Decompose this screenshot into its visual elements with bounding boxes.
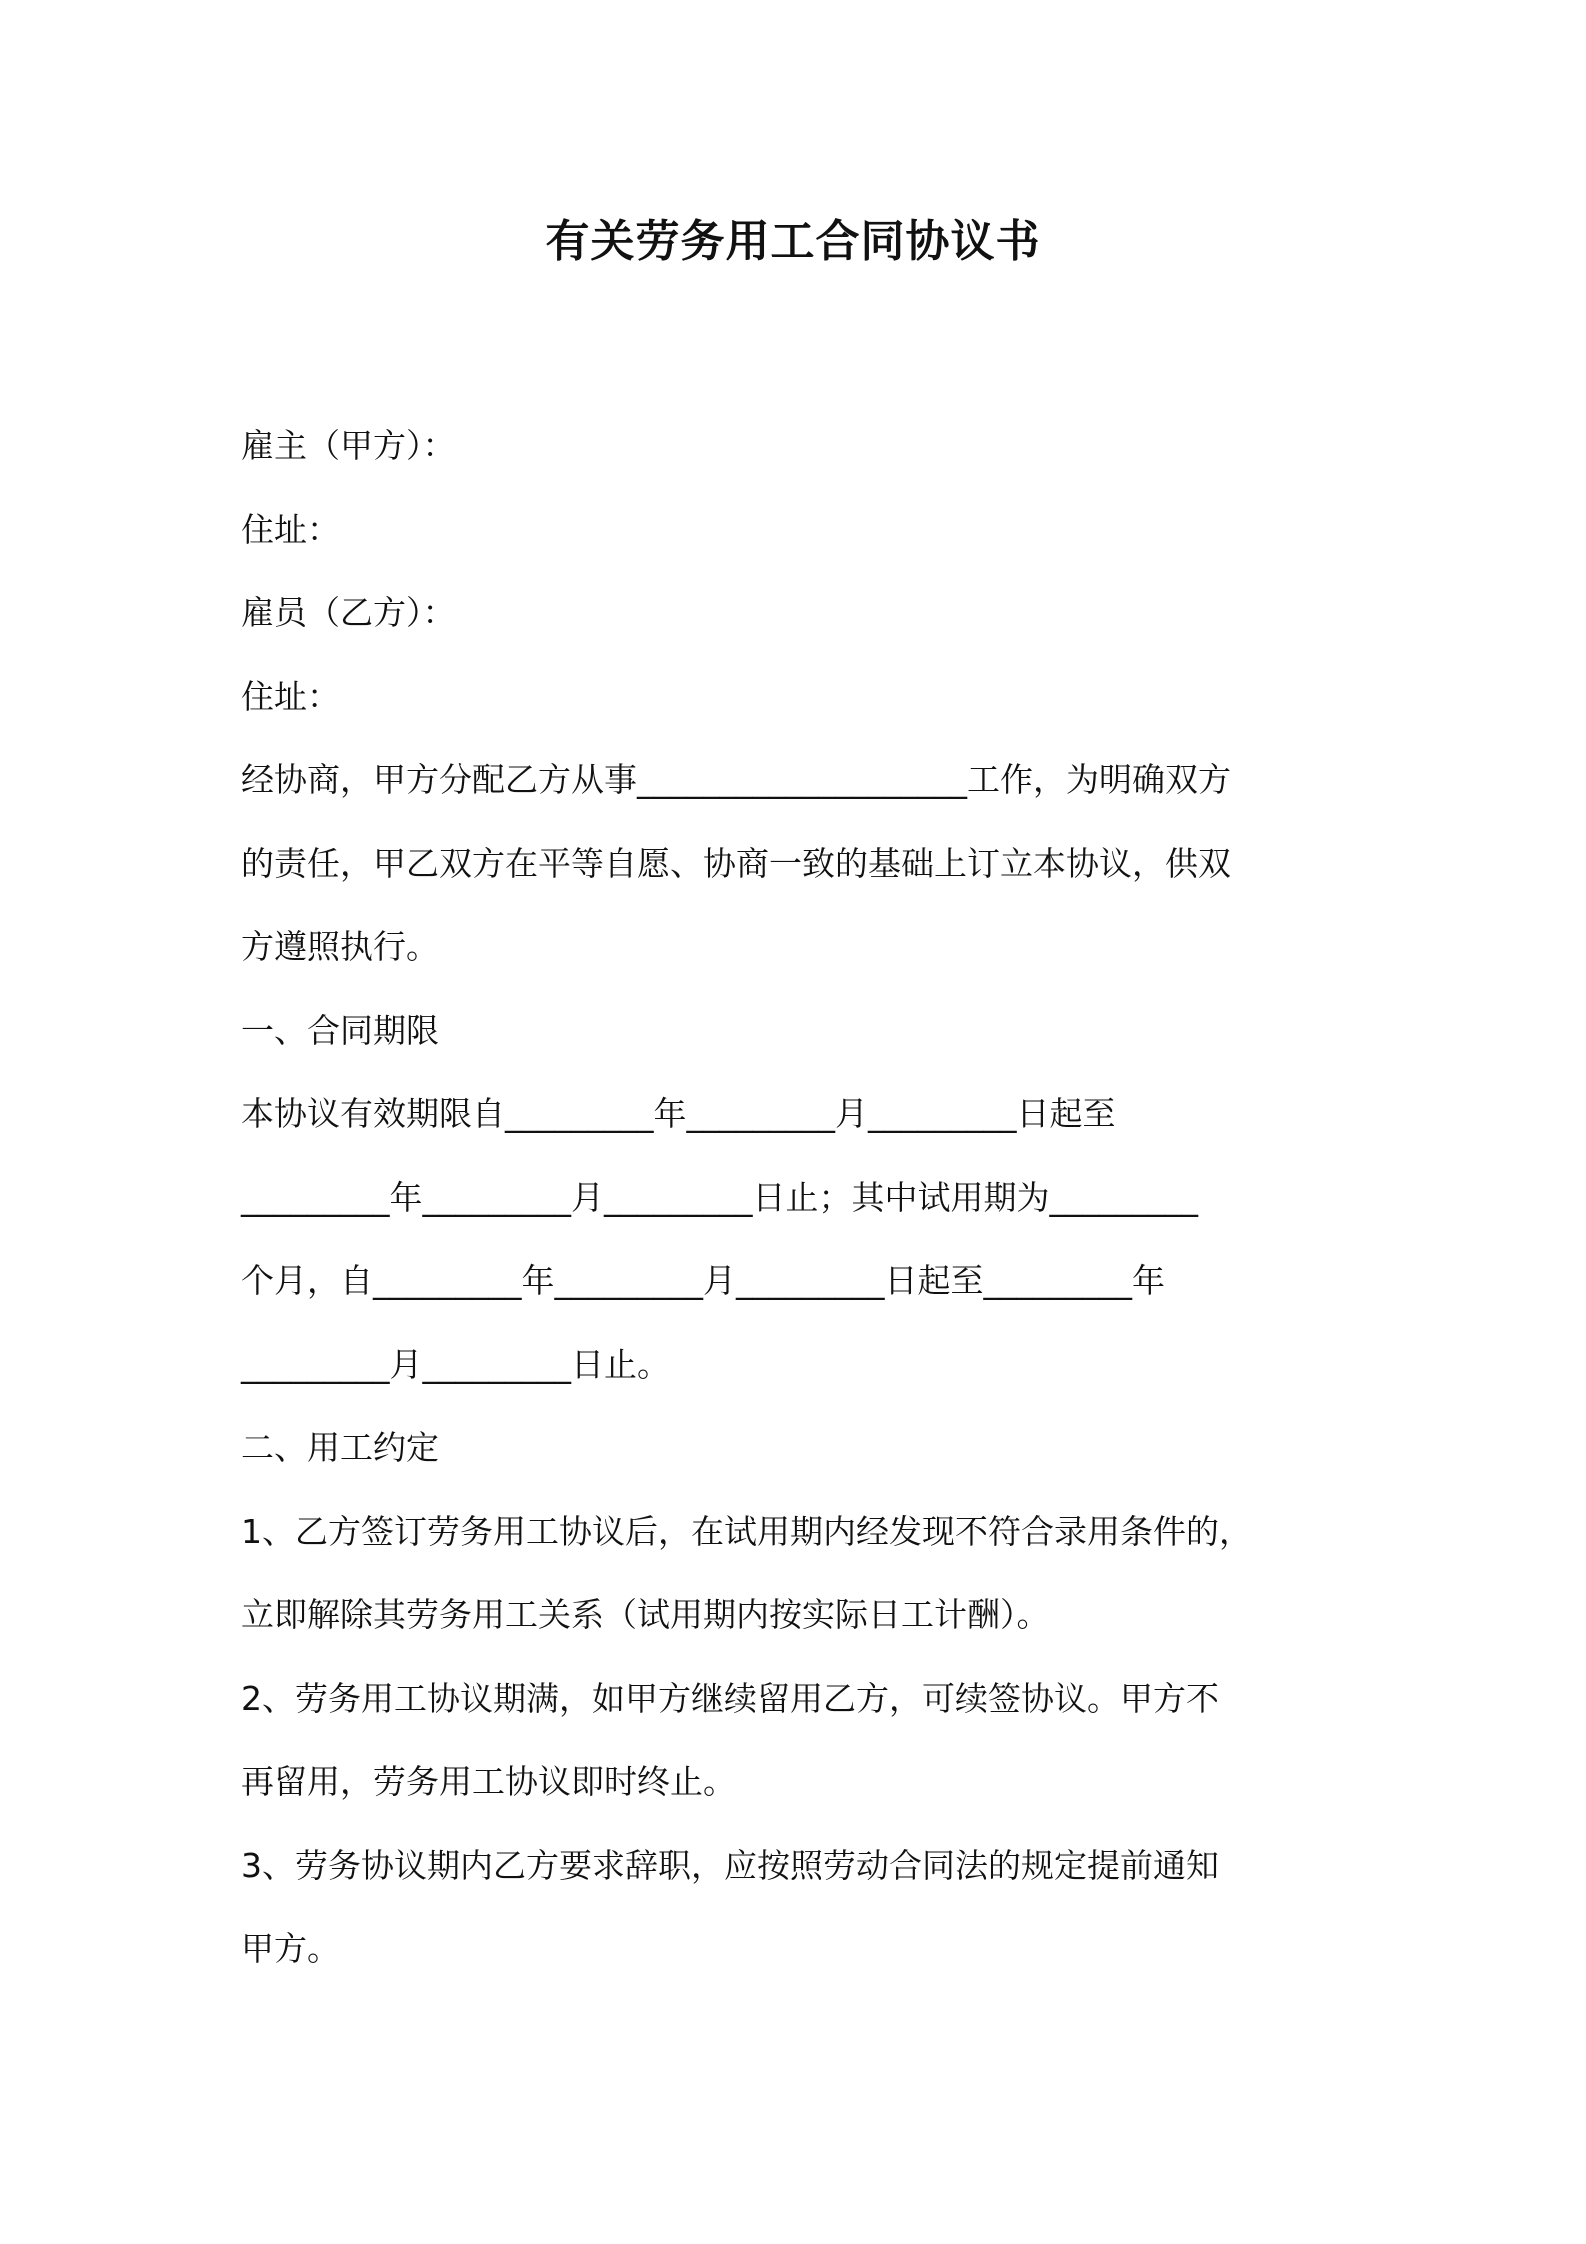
clause-3-line-2: 甲方。	[241, 1929, 340, 1968]
intro-paragraph-line-2: 的责任，甲乙双方在平等自愿、协商一致的基础上订立本协议，供双	[241, 843, 1231, 883]
employer-line: 雇主（甲方）：	[241, 426, 456, 465]
section-heading-contract-term: 一、合同期限	[241, 1010, 439, 1050]
term-paragraph-line-1: 本协议有效期限自_________年_________月_________日起至	[241, 1094, 1116, 1133]
employer-address-line: 住址：	[241, 509, 340, 549]
clause-2-line-2: 再留用，劳务用工协议即时终止。	[241, 1762, 736, 1801]
intro-paragraph-line-3: 方遵照执行。	[241, 927, 439, 966]
employee-line: 雇员（乙方）：	[241, 593, 456, 632]
clause-1-line-2: 立即解除其劳务用工关系（试用期内按实际日工计酬）。	[241, 1595, 1050, 1634]
term-paragraph-line-4: _________月_________日止。	[241, 1344, 670, 1384]
clause-2-line-1: 2、劳务用工协议期满，如甲方继续留用乙方，可续签协议。甲方不	[241, 1678, 1219, 1718]
employee-address-line: 住址：	[241, 676, 340, 716]
section-heading-employment: 二、用工约定	[241, 1428, 439, 1467]
term-paragraph-line-2: _________年_________月_________日止；其中试用期为_________	[241, 1177, 1198, 1217]
document-body	[241, 404, 1381, 1991]
document-title: 有关劳务用工合同协议书	[545, 216, 1041, 267]
clause-1-line-1: 1、乙方签订劳务用工协议后，在试用期内经发现不符合录用条件的，	[241, 1511, 1252, 1551]
term-paragraph-line-3: 个月，自_________年_________月_________日起至_________年	[241, 1261, 1165, 1300]
intro-paragraph-line-1: 经协商，甲方分配乙方从事____________________工作，为明确双方	[241, 760, 1231, 799]
clause-3-line-1: 3、劳务协议期内乙方要求辞职，应按照劳动合同法的规定提前通知	[241, 1845, 1219, 1885]
